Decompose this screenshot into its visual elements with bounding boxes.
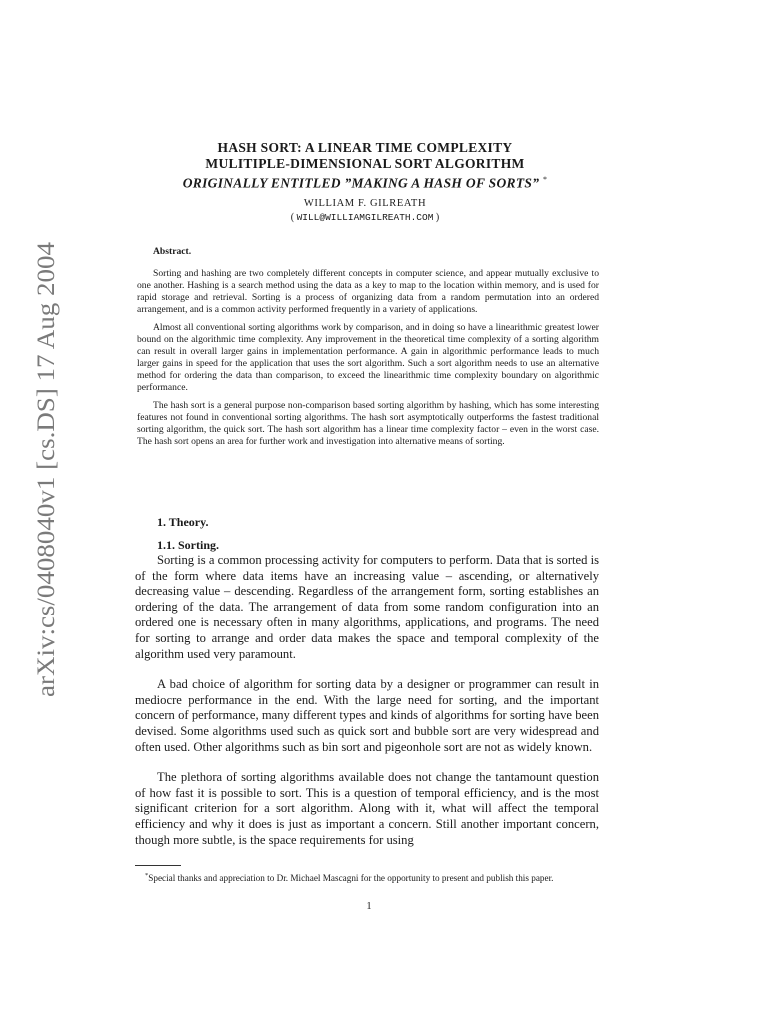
footnote-text: Special thanks and appreciation to Dr. Michael Mascagni for the opportunity to present and publish this paper.	[148, 873, 554, 884]
arxiv-identifier-text: arXiv:cs/0408040v1 [cs.DS] 17 Aug 2004	[33, 275, 60, 697]
main-text	[135, 515, 599, 863]
abstract-paragraph: Almost all conventional sorting algorithms work by comparison, and in doing so have a linearithmic greatest lower bound on the algorithmic time complexity. Any improvement in the theoretical time complexity of a sorting algorithm can result in overall larger gains in implementation performance. A gain in algorithmic performance leads to much larger gains in speed for the application that uses the sort algorithm. Such a sort algorithm needs to use an alternative method for ordering the data than comparison, to exceed the linearithmic time complexity boundary on algorithmic performance.	[137, 322, 599, 393]
author-name: WILLIAM F. GILREATH	[303, 197, 427, 209]
title-line-3	[130, 172, 600, 192]
footnote	[135, 870, 599, 885]
abstract	[137, 246, 599, 454]
footnote-mark: *	[145, 872, 149, 879]
title-line-2: MULITIPLE-DIMENSIONAL SORT ALGORITHM	[205, 156, 525, 171]
section-heading: 1. Theory.	[157, 515, 209, 529]
body-paragraph: The plethora of sorting algorithms available does not change the tantamount question of how fast it is possible to sort. This is a question of temporal efficiency, and is the most significant criterion for a sort algorithm. Along with it, what will affect the temporal efficiency and why it does is just as important a concern. Still another important concern, though more subtle, is the space requirements for using	[135, 770, 599, 847]
title-block	[130, 140, 600, 225]
abstract-paragraph: Sorting and hashing are two completely different concepts in computer science, and appear mutually exclusive to one another. Hashing is a search method using the data as a key to map to the location within memory, and is used for rapid storage and retrieval. Sorting is a process of organizing data from a random permutation into an ordered arrangement, and is a common activity performed frequently in a variety of applications.	[137, 268, 599, 315]
subsection-heading: 1.1. Sorting.	[157, 538, 220, 552]
title-line-1: HASH SORT: A LINEAR TIME COMPLEXITY	[217, 140, 513, 155]
body-paragraph: A bad choice of algorithm for sorting data by a designer or programmer can result in mediocre performance in the end. With the large need for sorting, and the important concern of performance, many different types and kinds of algorithms for sorting have been devised. Some algorithms used such as quick sort and bubble sort are very widespread and often used. Other algorithms such as bin sort and pigeonhole sort are not as widely known.	[135, 677, 599, 754]
footnote-rule	[135, 865, 181, 866]
email-address: WILL@WILLIAMGILREATH.COM	[296, 211, 434, 223]
abstract-paragraph: The hash sort is a general purpose non-comparison based sorting algorithm by hashing, which has some interesting features not found in conventional sorting algorithms. The hash sort asymptotically outperforms the fastest traditional sorting algorithm, the quick sort. The hash sort algorithm has a linear time complexity factor – even in the worst case. The hash sort opens an area for further work and investigation into alternative means of sorting.	[137, 400, 599, 447]
email-close-paren: )	[435, 211, 440, 223]
arxiv-identifier-stamp	[20, 238, 64, 700]
title-footnote-mark: *	[542, 175, 548, 184]
author-email	[130, 211, 600, 225]
page-number: 1	[366, 901, 372, 912]
original-title: ORIGINALLY ENTITLED ”MAKING A HASH OF SORTS”	[182, 175, 540, 191]
body-paragraph: Sorting is a common processing activity for computers to perform. Data that is sorted is of the form where data items have an increasing value – ascending, or alternatively decreasing value – descending. Regardless of the arrangement form, sorting establishes an ordering of the data. The arrangement of data from some random configuration into an ordered one is necessary often in many algorithms, applications, and programs. The need for sorting to arrange and order data makes the space and temporal complexity of the algorithm used very paramount.	[135, 553, 599, 661]
abstract-heading: Abstract.	[153, 246, 192, 257]
email-open-paren: (	[290, 211, 295, 223]
